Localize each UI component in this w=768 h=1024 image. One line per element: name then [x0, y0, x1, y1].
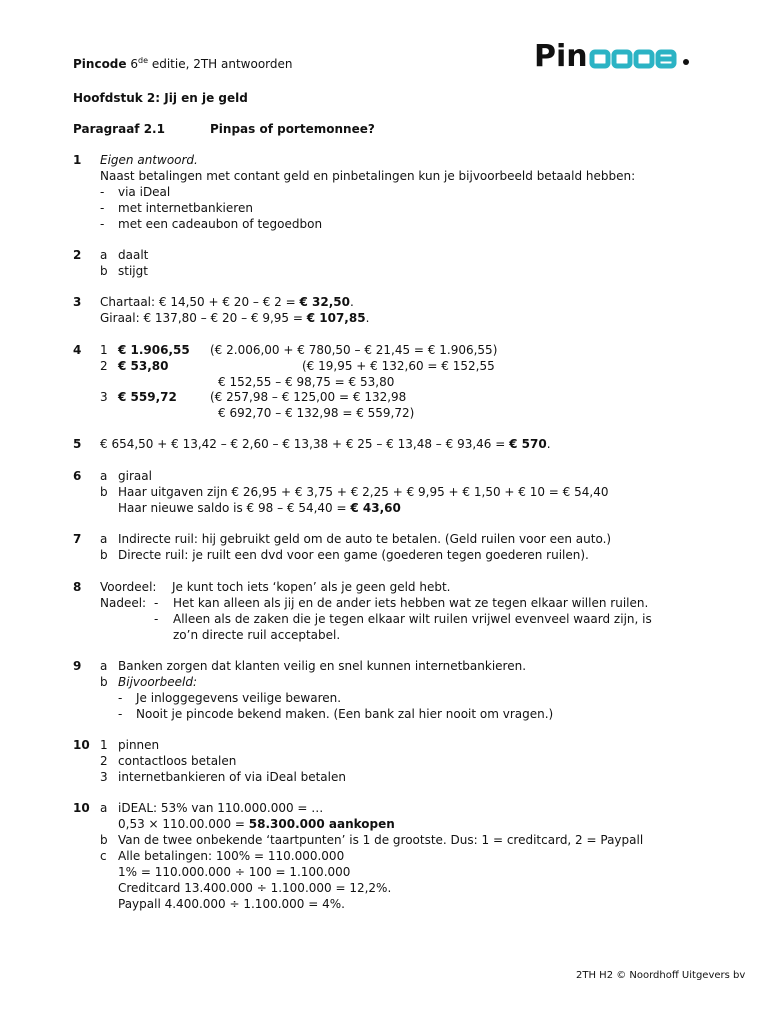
sub-label: b	[100, 833, 108, 847]
q10b-a2-text: 0,53 × 110.00.000 =	[118, 817, 249, 831]
list-bullet: -	[118, 707, 123, 721]
q4-r2-calc: (€ 19,95 + € 132,60 = € 152,55	[302, 359, 495, 373]
q6-a: giraal	[118, 469, 152, 483]
edition-sup: de	[138, 56, 149, 65]
q2-a: daalt	[118, 248, 149, 262]
q3-line2-answer: € 107,85	[306, 311, 366, 325]
sub-label: a	[100, 659, 108, 673]
sub-label: 3	[100, 390, 108, 404]
sub-label: b	[100, 264, 108, 278]
q10a-item: contactloos betalen	[118, 754, 237, 768]
q3-dot: .	[365, 311, 370, 325]
q1-item: met een cadeaubon of tegoedbon	[118, 217, 323, 231]
q1-item: via iDeal	[118, 185, 171, 199]
q4-number: 4	[73, 343, 82, 357]
q8-nadeel-1: Het kan alleen als jij en de ander iets hebben wat ze tegen elkaar willen ruilen.	[173, 596, 649, 610]
q1-line: Naast betalingen met contant geld en pinbetalingen kun je bijvoorbeeld betaald hebben:	[100, 169, 636, 183]
q3-line2	[100, 310, 369, 326]
q10b-c2: 1% = 110.000.000 ÷ 100 = 1.100.000	[118, 865, 351, 879]
sub-label: c	[100, 849, 107, 863]
q6-b2-answer: € 43,60	[350, 501, 401, 515]
q8-voordeel-label: Voordeel:	[100, 580, 157, 594]
q4-r3-calc2: € 692,70 – € 132,98 = € 559,72)	[218, 406, 415, 420]
q10b-b: Van de twee onbekende ‘taartpunten’ is 1 de grootste. Dus: 1 = creditcard, 2 = Paypall	[118, 833, 644, 847]
q1-intro: Eigen antwoord.	[100, 153, 198, 167]
sub-label: a	[100, 532, 108, 546]
q3-line1-text: Chartaal: € 14,50 + € 20 – € 2 =	[100, 295, 300, 309]
q9-item: Je inloggegevens veilige bewaren.	[136, 691, 342, 705]
q6-b1: Haar uitgaven zijn € 26,95 + € 3,75 + € 2,25 + € 9,95 + € 1,50 + € 10 = € 54,40	[118, 485, 609, 499]
sub-label: b	[100, 485, 108, 499]
q10a-item: pinnen	[118, 738, 160, 752]
edition-num: 6	[130, 57, 139, 71]
q9-item: Nooit je pincode bekend maken. (Een bank zal hier nooit om vragen.)	[136, 707, 554, 721]
logo-dot	[683, 59, 689, 65]
q4-r1-answer: € 1.906,55	[118, 343, 190, 357]
paragraph-title: Pinpas of portemonnee?	[210, 122, 375, 136]
q4-r2-answer: € 53,80	[118, 359, 169, 373]
q5-text: € 654,50 + € 13,42 – € 2,60 – € 13,38 + € 25 – € 13,48 – € 93,46 =	[100, 437, 510, 451]
q4-r2-calc2: € 152,55 – € 98,75 = € 53,80	[218, 375, 395, 389]
sub-label: a	[100, 801, 108, 815]
q8-number: 8	[73, 580, 82, 594]
edition-rest: editie, 2TH antwoorden	[148, 57, 293, 71]
q10b-a2	[118, 816, 395, 832]
sub-label: b	[100, 548, 108, 562]
sub-label: b	[100, 675, 108, 689]
q7-number: 7	[73, 532, 82, 546]
list-bullet: -	[100, 217, 105, 231]
q5-dot: .	[546, 437, 551, 451]
q3-line2-text: Giraal: € 137,80 – € 20 – € 9,95 =	[100, 311, 307, 325]
q8-voordeel: Je kunt toch iets ‘kopen’ als je geen geld hebt.	[172, 580, 451, 594]
list-bullet: -	[100, 201, 105, 215]
sub-label: 3	[100, 770, 108, 784]
list-bullet: -	[154, 612, 159, 626]
q10b-a1: iDEAL: 53% van 110.000.000 = …	[118, 801, 324, 815]
list-bullet: -	[100, 185, 105, 199]
q10b-c1: Alle betalingen: 100% = 110.000.000	[118, 849, 345, 863]
page-footer: 2TH H2 © Noordhoff Uitgevers bv	[576, 970, 746, 981]
sub-label: 2	[100, 359, 108, 373]
q7-a: Indirecte ruil: hij gebruikt geld om de auto te betalen. (Geld ruilen voor een auto.)	[118, 532, 612, 546]
q10a-number: 10	[73, 738, 90, 752]
logo-code-shapes	[592, 52, 674, 66]
q10b-a2-answer: 58.300.000 aankopen	[248, 817, 395, 831]
q9-a: Banken zorgen dat klanten veilig en snel kunnen internetbankieren.	[118, 659, 527, 673]
sub-label: a	[100, 248, 108, 262]
book-name: Pincode	[73, 57, 127, 71]
sub-label: a	[100, 469, 108, 483]
q4-r1-calc: (€ 2.006,00 + € 780,50 – € 21,45 = € 1.906,55)	[210, 343, 498, 357]
sub-label: 2	[100, 754, 108, 768]
q8-nadeel-label: Nadeel:	[100, 596, 147, 610]
q7-b: Directe ruil: je ruilt een dvd voor een game (goederen tegen goederen ruilen).	[118, 548, 589, 562]
paragraph-number: Paragraaf 2.1	[73, 122, 165, 136]
q5-answer: € 570	[509, 437, 547, 451]
q10b-number: 10	[73, 801, 90, 815]
list-bullet: -	[154, 596, 159, 610]
sub-label: 1	[100, 343, 108, 357]
q8-nadeel-2a: Alleen als de zaken die je tegen elkaar wilt ruilen vrijwel evenveel waard zijn, is	[173, 612, 652, 626]
header-line	[73, 56, 293, 72]
chapter-title: Hoofdstuk 2: Jij en je geld	[73, 91, 248, 105]
q5-line	[100, 436, 551, 452]
q4-r3-answer: € 559,72	[118, 390, 177, 404]
q3-line1	[100, 294, 354, 310]
q6-number: 6	[73, 469, 82, 483]
q4-r3-calc: (€ 257,98 – € 125,00 = € 132,98	[210, 390, 407, 404]
q10b-c4: Paypall 4.400.000 ÷ 1.100.000 = 4%.	[118, 897, 345, 911]
q6-b2	[118, 500, 401, 516]
q5-number: 5	[73, 437, 82, 451]
q9-b: Bijvoorbeeld:	[118, 675, 197, 689]
q1-item: met internetbankieren	[118, 201, 253, 215]
logo-text-dark: Pin	[534, 40, 588, 72]
q10b-c3: Creditcard 13.400.000 ÷ 1.100.000 = 12,2%.	[118, 881, 392, 895]
q3-number: 3	[73, 295, 82, 309]
q8-nadeel-2b: zo’n directe ruil acceptabel.	[173, 628, 341, 642]
q9-number: 9	[73, 659, 82, 673]
list-bullet: -	[118, 691, 123, 705]
q2-number: 2	[73, 248, 82, 262]
q3-line1-answer: € 32,50	[299, 295, 350, 309]
sub-label: 1	[100, 738, 108, 752]
q3-dot: .	[349, 295, 354, 309]
pincode-logo	[534, 40, 694, 72]
q10a-item: internetbankieren of via iDeal betalen	[118, 770, 346, 784]
q1-number: 1	[73, 153, 82, 167]
q6-b2-text: Haar nieuwe saldo is € 98 – € 54,40 =	[118, 501, 351, 515]
q2-b: stijgt	[118, 264, 148, 278]
